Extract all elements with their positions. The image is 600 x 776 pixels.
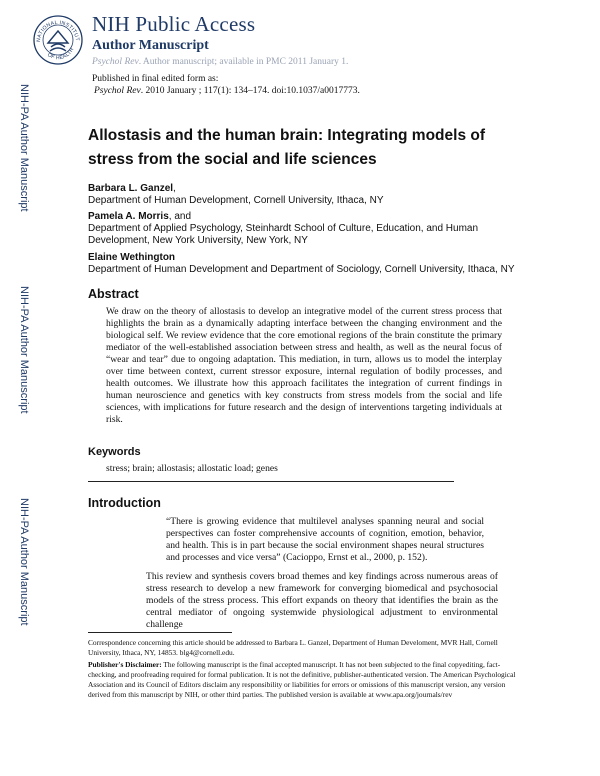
svg-text:NATIONAL INSTITUTES: NATIONAL INSTITUT	[35, 19, 81, 43]
author-block	[88, 183, 528, 207]
nih-public-access-title: NIH Public Access	[92, 12, 256, 36]
author-line	[88, 183, 528, 195]
citation-details: . 2010 January ; 117(1): 134–174. doi:10.1037/a0017773.	[140, 86, 360, 96]
author-affiliation: Department of Human Development and Department of Sociology, Cornell University, Ithaca, NY	[88, 264, 515, 275]
correspondence-note: Correspondence concerning this article should be addressed to Barbara L. Ganzel, Department of Human Develoment, MVR Hall, Cornell University, Ithaca, NY, 14853. blg4@cornell.edu.	[88, 638, 498, 657]
author-block	[88, 211, 528, 247]
nih-logo	[32, 14, 84, 66]
side-stamp: NIH-PA Author Manuscript	[18, 84, 30, 212]
abstract-text: We draw on the theory of allostasis to develop an integrative model of the current stress process that highlights the brain as a dynamically adapting interface between the changing environment and the biological self. We review evidence that the core emotional regions of the brain constitute the primary mediator of the well-established association between stress and health, as well as the neural focus of “wear and tear” due to ongoing adaptation. This mediation, in turn, allows us to model the interplay over time between context, current stressor exposure, internal regulation of bodily processes, and health outcomes. We illustrate how this approach facilitates the integration of current findings in human neuroscience and genetics with key constructs from stress models from the social and life sciences, with implications for future research and the design of interventions targeting individuals at risk.	[106, 306, 502, 425]
epigraph-quote: “There is growing evidence that multilevel analyses spanning neural and social perspectives can foster comprehensive accounts of cognition, emotion, behavior, and health. This is in part because the social environment shapes neural structures and processes and vice versa” (Cacioppo, Ernst et al., 2000, p. 152).	[166, 516, 484, 563]
author-separator: ,	[173, 183, 176, 194]
abstract-heading: Abstract	[88, 287, 139, 301]
keywords-text: stress; brain; allostasis; allostatic load; genes	[106, 463, 278, 474]
article-title: Allostasis and the human brain: Integrating models of stress from the social and life sciences	[88, 127, 486, 168]
section-divider	[88, 481, 454, 482]
publisher-disclaimer	[88, 660, 518, 700]
availability-text: . Author manuscript; available in PMC 2011 January 1.	[138, 57, 349, 67]
side-stamp: NIH-PA Author Manuscript	[18, 286, 30, 414]
author-separator: , and	[168, 211, 192, 222]
disclaimer-text: The following manuscript is the final accepted manuscript. It has not been subjected to the final copyediting, fact-checking, and proofreading required for formal publication. It is not the definitive, publisher-authenticated version. The American Psychological Association and its Council of Editors disclaim any responsibility or liabilities for errors or omissions of this manuscript version, any version derived from this manuscript by NIH, or other third parties. The published version is available at www.apa.org/journals/rev	[88, 660, 516, 699]
author-affiliation: Department of Applied Psychology, Steinhardt School of Culture, Education, and Human Development, New York University, New York, NY	[88, 223, 479, 246]
citation	[94, 86, 360, 96]
introduction-heading: Introduction	[88, 496, 161, 510]
side-stamp: NIH-PA Author Manuscript	[18, 498, 30, 626]
author-name: Barbara L. Ganzel	[88, 183, 174, 194]
author-line	[88, 252, 528, 264]
citation-journal: Psychol Rev	[94, 86, 141, 96]
introduction-paragraph: This review and synthesis covers broad themes and key findings across numerous areas of stress research to develop a new framework for converging biomedical and psychosocial models of the stress process. This effort expands on theory that identifies the brain as the central mediator of ongoing systemwide physiological adjustment to environmental challenge	[146, 571, 498, 630]
author-manuscript-label: Author Manuscript	[92, 38, 209, 53]
keywords-heading: Keywords	[88, 446, 141, 458]
author-affiliation: Department of Human Development, Cornell University, Ithaca, NY	[88, 195, 384, 206]
author-block	[88, 252, 528, 276]
journal-name: Psychol Rev	[92, 57, 139, 67]
author-name: Elaine Wethington	[88, 252, 176, 263]
availability-line	[92, 57, 348, 67]
author-name: Pamela A. Morris	[88, 211, 169, 222]
author-line	[88, 211, 528, 223]
svg-text:OF HEALTH: OF HEALTH	[46, 46, 76, 62]
disclaimer-label: Publisher's Disclaimer:	[88, 660, 162, 669]
footnote-divider	[88, 632, 232, 633]
published-label: Published in final edited form as:	[92, 74, 219, 84]
